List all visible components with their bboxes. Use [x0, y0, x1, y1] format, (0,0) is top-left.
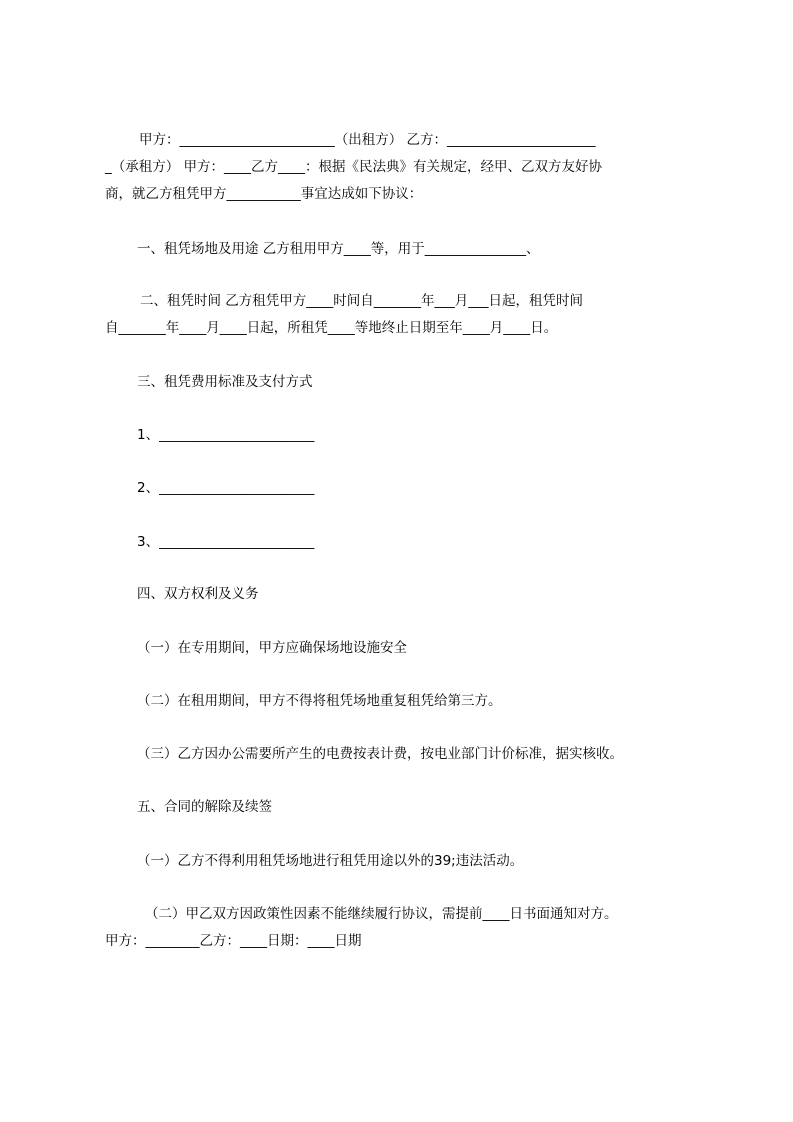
preamble-line-2: 商，就乙方租凭甲方___________事宜达成如下协议：: [105, 186, 423, 202]
fee-item-1: 1、_______________________: [137, 427, 315, 443]
section-4-item-3: （三）乙方因办公需要所产生的电费按表计费，按电业部门计价标准，据实核收。: [137, 746, 623, 762]
section-1-heading: 一、租凭场地及用途 乙方租用甲方____等，用于_______________、: [137, 241, 540, 257]
section-2-line-2: 自_______年____月____日起，所租凭____等地终止日期至年____月____日。: [105, 320, 558, 336]
section-4-item-1: （一）在专用期间，甲方应确保场地设施安全: [137, 640, 407, 656]
fee-item-3: 3、_______________________: [137, 534, 315, 550]
section-2-line-1: 二、租凭时间 乙方租凭甲方____时间自_______年___月___日起，租凭时间: [140, 293, 584, 309]
section-4-heading: 四、双方权利及义务: [137, 586, 259, 602]
section-5-item-2: （二）甲乙双方因政策性因素不能继续履行协议，需提前____日书面通知对方。: [145, 906, 618, 922]
fee-item-2: 2、_______________________: [137, 480, 315, 496]
section-5-heading: 五、合同的解除及续签: [137, 799, 272, 815]
section-3-heading: 三、租凭费用标准及支付方式: [137, 374, 313, 390]
section-5-item-1: （一）乙方不得利用租凭场地进行租凭用途以外的39;违法活动。: [137, 853, 524, 869]
parties-line: 甲方：_______________________（出租方） 乙方：______________________: [139, 132, 596, 148]
signature-line: 甲方：________乙方：____日期：____日期: [105, 933, 362, 949]
preamble-line-1: _（承租方） 甲方：____乙方____：根据《民法典》有关规定，经甲、乙双方友好协: [105, 159, 603, 175]
section-4-item-2: （二）在租用期间，甲方不得将租凭场地重复租凭给第三方。: [137, 693, 502, 709]
